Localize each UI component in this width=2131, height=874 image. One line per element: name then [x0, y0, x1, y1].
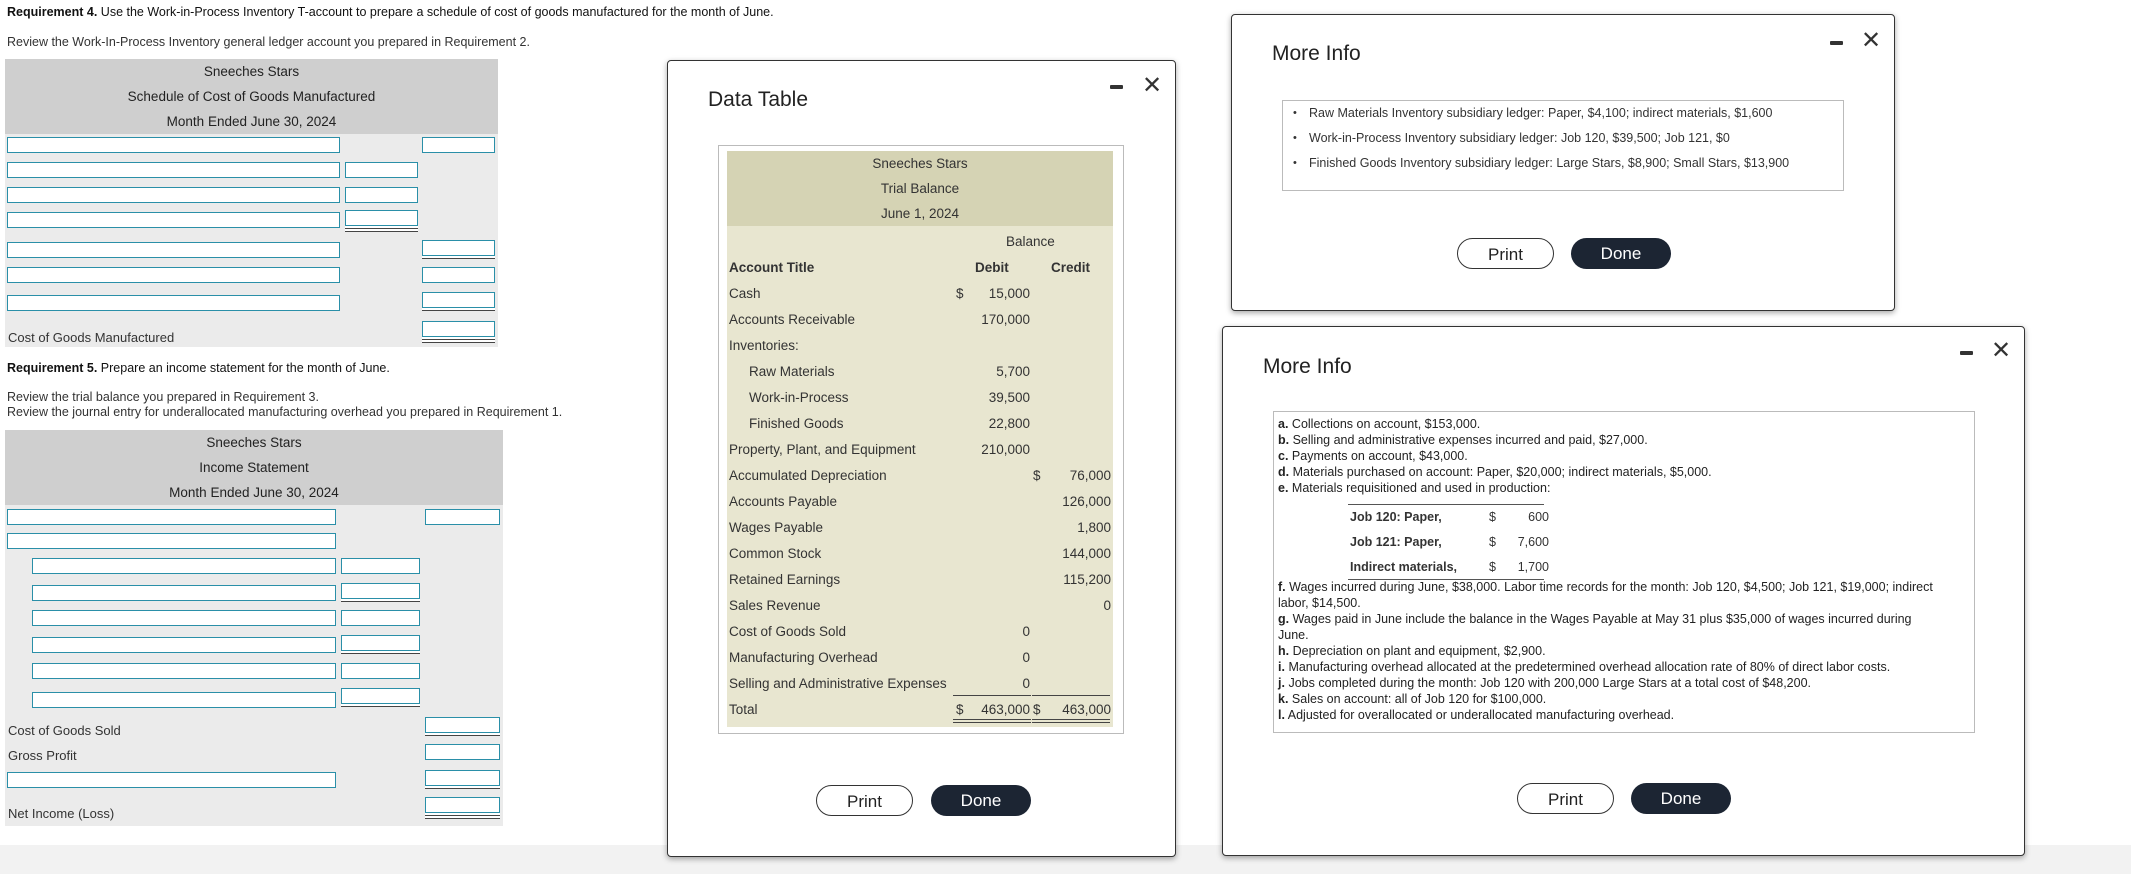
- minimize-icon[interactable]: [1960, 351, 1973, 355]
- req5-heading: Requirement 5. Prepare an income statement for the month of June.: [7, 361, 390, 375]
- tb-debit-sign: $: [956, 286, 964, 301]
- cogm-total-input[interactable]: [422, 321, 495, 337]
- tb-row: [727, 385, 1113, 411]
- tb-row: [727, 281, 1113, 307]
- tb-debit-value: 170,000: [981, 312, 1030, 327]
- cogm-line-input[interactable]: [7, 212, 340, 228]
- tb-company: Sneeches Stars: [872, 156, 968, 171]
- net-income-amount-input[interactable]: [425, 797, 500, 813]
- income-expense-amount[interactable]: [341, 583, 420, 599]
- req5-review-text-2: Review the journal entry for underallocated manufacturing overhead you prepared in Requirement 1.: [7, 405, 563, 419]
- cogm-amount-input[interactable]: [422, 137, 495, 153]
- tb-debit-sign: $: [956, 702, 964, 717]
- requisition-sign: $: [1489, 510, 1496, 524]
- tb-account-title: Raw Materials: [749, 364, 835, 379]
- income-expense-amount[interactable]: [341, 558, 420, 574]
- tb-balance-header-row: [727, 229, 1113, 255]
- event-line: [1278, 580, 1933, 594]
- cogs-amount-input[interactable]: [425, 717, 500, 733]
- event-key: e.: [1278, 481, 1289, 495]
- event-text: Materials requisitioned and used in production:: [1291, 481, 1551, 495]
- event-text: Collections on account, $153,000.: [1291, 417, 1481, 431]
- more-info-2-title: More Info: [1263, 355, 1352, 378]
- tb-date: June 1, 2024: [880, 206, 960, 221]
- event-key: g.: [1278, 612, 1290, 626]
- cogm-period: Month Ended June 30, 2024: [166, 114, 337, 129]
- close-icon[interactable]: ✕: [1991, 337, 2012, 364]
- tb-debit-value: 15,000: [988, 286, 1030, 301]
- tb-account-title: Accounts Receivable: [729, 312, 856, 327]
- tb-debit-value: 0: [1022, 676, 1030, 691]
- income-expense-amount[interactable]: [341, 663, 420, 679]
- tb-row: [727, 333, 1113, 359]
- tb-row: [727, 515, 1113, 541]
- tb-debit-underline: [953, 695, 1031, 696]
- more-info-1-title: More Info: [1272, 42, 1361, 65]
- cogm-amount-input[interactable]: [422, 292, 495, 308]
- event-key: j.: [1278, 676, 1285, 690]
- tb-debit-value: 5,700: [996, 364, 1030, 379]
- event-text: Payments on account, $43,000.: [1291, 449, 1468, 463]
- cogm-line-input[interactable]: [7, 242, 340, 258]
- event-text: Sales on account: all of Job 120 for $100,000.: [1291, 692, 1547, 706]
- tb-credit-value: 76,000: [1069, 468, 1111, 483]
- event-line: [1278, 449, 1468, 463]
- close-icon[interactable]: ✕: [1142, 72, 1163, 99]
- cogm-subamount-input[interactable]: [345, 187, 418, 203]
- tb-account-title: Total: [729, 702, 758, 717]
- requisition-label: Job 120: Paper,: [1350, 510, 1442, 524]
- income-title: Income Statement: [199, 460, 309, 475]
- event-key: f.: [1278, 580, 1286, 594]
- cogm-schedule: [5, 59, 498, 347]
- tb-col-debit: Debit: [975, 260, 1009, 275]
- event-key: l.: [1278, 708, 1285, 722]
- income-expense-input[interactable]: [32, 637, 336, 653]
- tb-debit-value: 0: [1022, 624, 1030, 639]
- event-text: Materials purchased on account: Paper, $20,000; indirect materials, $5,000.: [1292, 465, 1712, 479]
- income-statement: [5, 430, 503, 826]
- event-line: [1278, 481, 1550, 495]
- requisitions-top-rule: [1348, 504, 1544, 505]
- event-text: Manufacturing overhead allocated at the predetermined overhead allocation rate of 80% of direct labor costs.: [1288, 660, 1891, 674]
- event-line: [1278, 692, 1546, 706]
- event-text: labor, $14,500.: [1278, 596, 1361, 610]
- tb-row: [727, 541, 1113, 567]
- event-text: Selling and administrative expenses incurred and paid, $27,000.: [1292, 433, 1648, 447]
- trial-balance-table: [727, 151, 1113, 727]
- minimize-icon[interactable]: [1830, 41, 1843, 45]
- event-line: [1278, 596, 1361, 610]
- trial-balance-header: [727, 151, 1113, 226]
- requisition-sign: $: [1489, 535, 1496, 549]
- done-button[interactable]: Done: [1571, 238, 1671, 269]
- event-key: a.: [1278, 417, 1289, 431]
- subsidiary-ledger-item: • Work-in-Process Inventory subsidiary ledger: Job 120, $39,500; Job 121, $0: [1283, 126, 1843, 151]
- tb-row: [727, 437, 1113, 463]
- more-info-modal-2: [1222, 326, 2025, 856]
- tb-row: [727, 359, 1113, 385]
- income-amount-input[interactable]: [425, 770, 500, 786]
- tb-row: [727, 645, 1113, 671]
- income-expense-input[interactable]: [32, 585, 336, 601]
- tb-credit-value: 115,200: [1063, 572, 1111, 587]
- event-line: [1278, 465, 1712, 479]
- tb-account-title: Common Stock: [729, 546, 822, 561]
- income-expense-amount[interactable]: [341, 635, 420, 651]
- print-button[interactable]: Print: [816, 785, 913, 816]
- income-expense-input[interactable]: [32, 663, 336, 679]
- tb-total-double-underline: [1032, 719, 1110, 723]
- tb-account-title: Sales Revenue: [729, 598, 821, 613]
- tb-account-title: Cash: [729, 286, 761, 301]
- cogm-line-input[interactable]: [7, 295, 340, 311]
- event-key: h.: [1278, 644, 1290, 658]
- done-button[interactable]: Done: [931, 785, 1031, 816]
- tb-credit-value: 463,000: [1062, 702, 1111, 717]
- income-line-input[interactable]: [7, 772, 336, 788]
- income-expense-input[interactable]: [32, 558, 336, 574]
- cogm-schedule-header: [5, 59, 498, 134]
- event-text: Jobs completed during the month: Job 120 with 200,000 Large Stars at a total cost of $48,200.: [1288, 676, 1811, 690]
- subsidiary-ledger-item: • Raw Materials Inventory subsidiary ledger: Paper, $4,100; indirect materials, $1,600: [1283, 101, 1843, 126]
- tb-heading: Trial Balance: [880, 181, 960, 196]
- tb-row: [727, 411, 1113, 437]
- requisition-label: Indirect materials,: [1350, 560, 1457, 574]
- income-period: Month Ended June 30, 2024: [169, 485, 339, 500]
- tb-col-credit: Credit: [1051, 260, 1091, 275]
- tb-account-title: Property, Plant, and Equipment: [729, 442, 916, 457]
- event-line: [1278, 708, 1674, 722]
- requisition-sign: $: [1489, 560, 1496, 574]
- income-statement-header: [5, 430, 503, 505]
- requisition-amount: 7,600: [1517, 535, 1549, 549]
- tb-row: [727, 671, 1113, 697]
- income-expense-input[interactable]: [32, 692, 336, 708]
- tb-account-title: Cost of Goods Sold: [729, 624, 847, 639]
- tb-balance-header: Balance: [1006, 234, 1055, 249]
- cogm-line-input[interactable]: [7, 187, 340, 203]
- more-info-1-list-box: [1282, 100, 1844, 191]
- event-key: d.: [1278, 465, 1290, 479]
- event-text: Wages incurred during June, $38,000. Labor time records for the month: Job 120, $4,500; Job 121, $19,000; indirect: [1289, 580, 1933, 594]
- event-line: [1278, 612, 1912, 626]
- income-amount-input[interactable]: [425, 509, 500, 525]
- cogm-amount-input[interactable]: [422, 267, 495, 283]
- tb-account-title: Selling and Administrative Expenses: [729, 676, 947, 691]
- event-line: [1278, 628, 1309, 642]
- cogm-line-input[interactable]: [7, 267, 340, 283]
- req4-heading: Requirement 4. Use the Work-in-Process Inventory T-account to prepare a schedule of cost of goods manufactured for the month of June.: [7, 5, 774, 19]
- income-company: Sneeches Stars: [206, 435, 302, 450]
- tb-column-header-row: [727, 255, 1113, 281]
- data-table-title: Data Table: [708, 88, 809, 111]
- tb-account-title: Manufacturing Overhead: [729, 650, 878, 665]
- cogm-line-input[interactable]: [7, 162, 340, 178]
- minimize-icon[interactable]: [1110, 85, 1123, 89]
- more-info-2-events-box: [1273, 411, 1975, 733]
- net-income-label: Net Income (Loss): [8, 806, 115, 821]
- income-line-input[interactable]: [7, 509, 336, 525]
- event-line: [1278, 660, 1890, 674]
- requisition-amount: 1,700: [1517, 560, 1549, 574]
- close-icon[interactable]: ✕: [1861, 27, 1882, 54]
- done-button[interactable]: Done: [1631, 783, 1731, 814]
- event-line: [1278, 676, 1811, 690]
- event-line: [1278, 644, 1546, 658]
- event-text: Wages paid in June include the balance in the Wages Payable at May 31 plus $35,000 of wages incurred during: [1292, 612, 1912, 626]
- tb-row: [727, 307, 1113, 333]
- tb-credit-value: 0: [1103, 598, 1111, 613]
- cogm-amount-input[interactable]: [422, 240, 495, 256]
- requisition-amount: 600: [1528, 510, 1549, 524]
- event-line: [1278, 417, 1480, 431]
- tb-debit-value: 463,000: [981, 702, 1030, 717]
- event-key: i.: [1278, 660, 1285, 674]
- subsidiary-ledger-item: • Finished Goods Inventory subsidiary ledger: Large Stars, $8,900; Small Stars, $13,900: [1283, 151, 1843, 176]
- cogm-total-label: Cost of Goods Manufactured: [8, 330, 175, 345]
- tb-credit-value: 126,000: [1062, 494, 1111, 509]
- tb-row: [727, 593, 1113, 619]
- income-expense-amount[interactable]: [341, 610, 420, 626]
- tb-account-title: Inventories:: [729, 338, 799, 353]
- data-table-modal: [667, 60, 1176, 857]
- tb-credit-sign: $: [1033, 702, 1041, 717]
- tb-row: [727, 697, 1113, 723]
- gross-profit-label: Gross Profit: [8, 748, 77, 763]
- event-text: Adjusted for overallocated or underallocated manufacturing overhead.: [1287, 708, 1675, 722]
- tb-debit-value: 22,800: [988, 416, 1030, 431]
- tb-account-title: Accounts Payable: [729, 494, 838, 509]
- event-key: b.: [1278, 433, 1290, 447]
- tb-account-title: Retained Earnings: [729, 572, 841, 587]
- income-expense-input[interactable]: [32, 610, 336, 626]
- gross-profit-amount-input[interactable]: [425, 744, 500, 760]
- cogm-line-input[interactable]: [7, 137, 340, 153]
- tb-account-title: Accumulated Depreciation: [729, 468, 887, 483]
- print-button[interactable]: Print: [1517, 783, 1614, 814]
- tb-credit-sign: $: [1033, 468, 1041, 483]
- income-expense-amount[interactable]: [341, 688, 420, 704]
- print-button[interactable]: Print: [1457, 238, 1554, 269]
- income-line-input[interactable]: [7, 533, 336, 549]
- tb-debit-value: 210,000: [981, 442, 1030, 457]
- tb-credit-underline: [1032, 695, 1110, 696]
- event-line: [1278, 433, 1648, 447]
- req5-review-text-1: Review the trial balance you prepared in Requirement 3.: [7, 390, 319, 404]
- event-key: c.: [1278, 449, 1289, 463]
- requisition-label: Job 121: Paper,: [1350, 535, 1442, 549]
- more-info-modal-1: [1231, 14, 1895, 311]
- tb-debit-value: 0: [1022, 650, 1030, 665]
- tb-row: [727, 489, 1113, 515]
- tb-total-double-underline: [953, 719, 1031, 723]
- tb-col-account: Account Title: [729, 260, 815, 275]
- tb-account-title: Work-in-Process: [749, 390, 849, 405]
- event-text: Depreciation on plant and equipment, $2,900.: [1292, 644, 1546, 658]
- trial-balance-frame: [718, 145, 1124, 734]
- tb-credit-value: 144,000: [1062, 546, 1111, 561]
- cogs-label: Cost of Goods Sold: [8, 723, 121, 738]
- cogm-subamount-input[interactable]: [345, 162, 418, 178]
- tb-row: [727, 567, 1113, 593]
- tb-debit-value: 39,500: [988, 390, 1030, 405]
- event-text: June.: [1278, 628, 1309, 642]
- event-key: k.: [1278, 692, 1289, 706]
- tb-account-title: Finished Goods: [749, 416, 844, 431]
- req4-review-text: Review the Work-In-Process Inventory general ledger account you prepared in Requirement 2.: [7, 35, 530, 49]
- tb-account-title: Wages Payable: [729, 520, 824, 535]
- tb-row: [727, 463, 1113, 489]
- cogm-subtotal-input[interactable]: [345, 210, 418, 226]
- tb-credit-value: 1,800: [1077, 520, 1111, 535]
- cogm-title: Schedule of Cost of Goods Manufactured: [127, 89, 376, 104]
- cogm-company: Sneeches Stars: [203, 64, 300, 79]
- tb-row: [727, 619, 1113, 645]
